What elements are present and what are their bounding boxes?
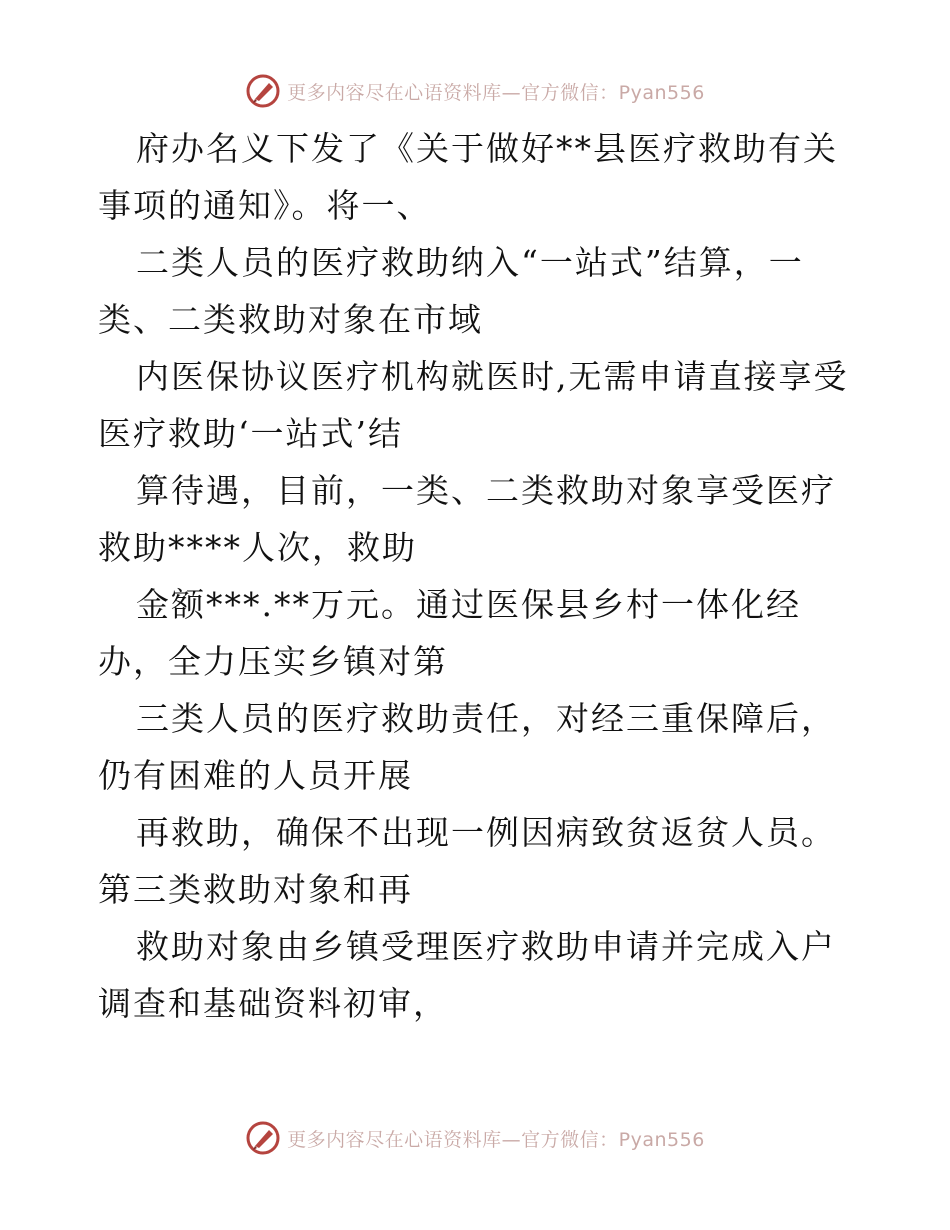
pen-circle-logo-icon <box>245 1120 281 1156</box>
paragraph: 再救助，确保不出现一例因病致贫返贫人员。第三类救助对象和再 <box>98 813 836 909</box>
footer-watermark <box>0 1116 950 1160</box>
paragraph: 二类人员的医疗救助纳入“一站式”结算，一类、二类救助对象在市域 <box>98 243 804 339</box>
paragraph: 府办名义下发了《关于做好**县医疗救助有关事项的通知》。将一、 <box>98 129 838 225</box>
paragraph: 金额***.**万元。通过医保县乡村一体化经办，全力压实乡镇对第 <box>98 585 801 681</box>
pen-circle-logo-icon <box>245 73 281 109</box>
paragraph: 救助对象由乡镇受理医疗救助申请并完成入户调查和基础资料初审， <box>98 927 836 1023</box>
paragraph: 三类人员的医疗救助责任，对经三重保障后，仍有困难的人员开展 <box>98 699 836 795</box>
footer-watermark-text: 更多内容尽在心语资料库—官方微信：Pyan556 <box>287 1128 705 1151</box>
header-watermark <box>0 69 950 113</box>
header-watermark-text: 更多内容尽在心语资料库—官方微信：Pyan556 <box>287 81 705 104</box>
paragraph: 内医保协议医疗机构就医时,无需申请直接享受医疗救助‘一站式’结 <box>98 357 849 453</box>
document-body <box>98 120 858 1032</box>
paragraph: 算待遇，目前，一类、二类救助对象享受医疗救助****人次，救助 <box>98 471 836 567</box>
